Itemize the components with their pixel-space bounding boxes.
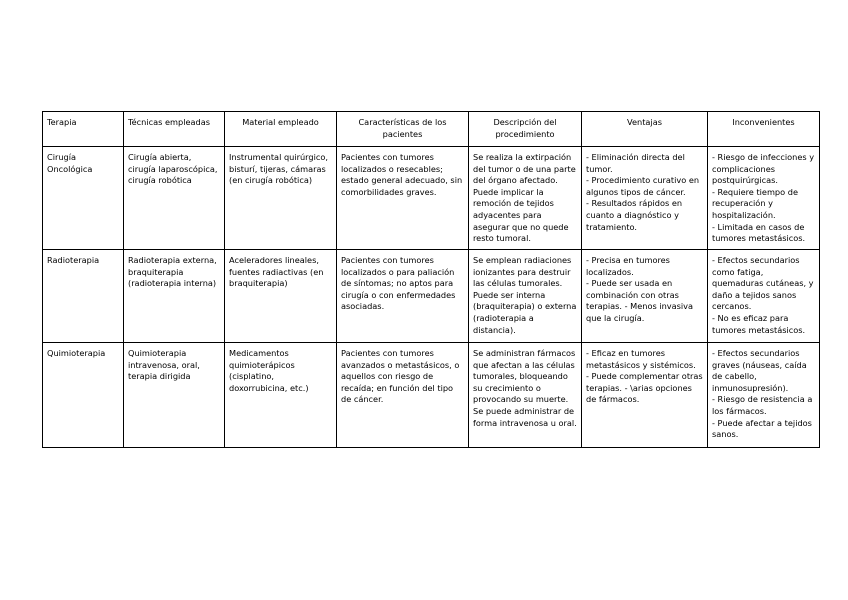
- cell-techniques: Quimioterapia intravenosa, oral, terapia dirigida: [124, 343, 225, 448]
- cell-material: Instrumental quirúrgico, bisturí, tijeras, cámaras (en cirugía robótica): [225, 147, 337, 250]
- cell-disadvantages: - Efectos secundarios graves (náuseas, caída de cabello, inmunosupresión). - Riesgo de resistencia a los fármacos. - Puede afectar a tejidos sanos.: [708, 343, 820, 448]
- cell-disadvantages: - Efectos secundarios como fatiga, quemaduras cutáneas, y daño a tejidos sanos cercanos. - No es eficaz para tumores metastásicos.: [708, 250, 820, 343]
- cell-material: Aceleradores lineales, fuentes radiactivas (en braquiterapia): [225, 250, 337, 343]
- header-inconvenientes: Inconvenientes: [708, 112, 820, 147]
- table-header-row: [43, 112, 820, 147]
- cell-therapy: Cirugía Oncológica: [43, 147, 124, 250]
- header-caracteristicas: Características de los pacientes: [337, 112, 469, 147]
- cell-patients: Pacientes con tumores localizados o para paliación de síntomas; no aptos para cirugía o con enfermedades asociadas.: [337, 250, 469, 343]
- cell-disadvantages: - Riesgo de infecciones y complicaciones postquirúrgicas. - Requiere tiempo de recuperación y hospitalización. - Limitada en casos de tumores metastásicos.: [708, 147, 820, 250]
- cell-patients: Pacientes con tumores localizados o resecables; estado general adecuado, sin comorbilidades graves.: [337, 147, 469, 250]
- header-material: Material empleado: [225, 112, 337, 147]
- cell-advantages: - Precisa en tumores localizados. - Puede ser usada en combinación con otras terapias. - Menos invasiva que la cirugía.: [582, 250, 708, 343]
- cell-patients: Pacientes con tumores avanzados o metastásicos, o aquellos con riesgo de recaída; en función del tipo de cáncer.: [337, 343, 469, 448]
- table-row: [43, 250, 820, 343]
- cell-therapy: Radioterapia: [43, 250, 124, 343]
- header-terapia: Terapia: [43, 112, 124, 147]
- cell-advantages: - Eficaz en tumores metastásicos y sistémicos. - Puede complementar otras terapias. - \arias opciones de fármacos.: [582, 343, 708, 448]
- table-row: [43, 147, 820, 250]
- header-ventajas: Ventajas: [582, 112, 708, 147]
- cell-advantages: - Eliminación directa del tumor. - Procedimiento curativo en algunos tipos de cáncer. - Resultados rápidos en cuanto a diagnóstico y tratamiento.: [582, 147, 708, 250]
- cell-techniques: Cirugía abierta, cirugía laparoscópica, cirugía robótica: [124, 147, 225, 250]
- cell-procedure: Se realiza la extirpación del tumor o de una parte del órgano afectado. Puede implicar la remoción de tejidos adyacentes para asegurar que no quede resto tumoral.: [469, 147, 582, 250]
- table-row: [43, 343, 820, 448]
- cell-techniques: Radioterapia externa, braquiterapia (radioterapia interna): [124, 250, 225, 343]
- header-descripcion: Descripción del procedimiento: [469, 112, 582, 147]
- cell-procedure: Se administran fármacos que afectan a las células tumorales, bloqueando su crecimiento o provocando su muerte. Se puede administrar de forma intravenosa u oral.: [469, 343, 582, 448]
- cell-material: Medicamentos quimioterápicos (cisplatino, doxorrubicina, etc.): [225, 343, 337, 448]
- cell-therapy: Quimioterapia: [43, 343, 124, 448]
- therapy-comparison-table: [42, 111, 820, 448]
- cell-procedure: Se emplean radiaciones ionizantes para destruir las células tumorales. Puede ser interna (braquiterapia) o externa (radioterapia a distancia).: [469, 250, 582, 343]
- header-tecnicas: Técnicas empleadas: [124, 112, 225, 147]
